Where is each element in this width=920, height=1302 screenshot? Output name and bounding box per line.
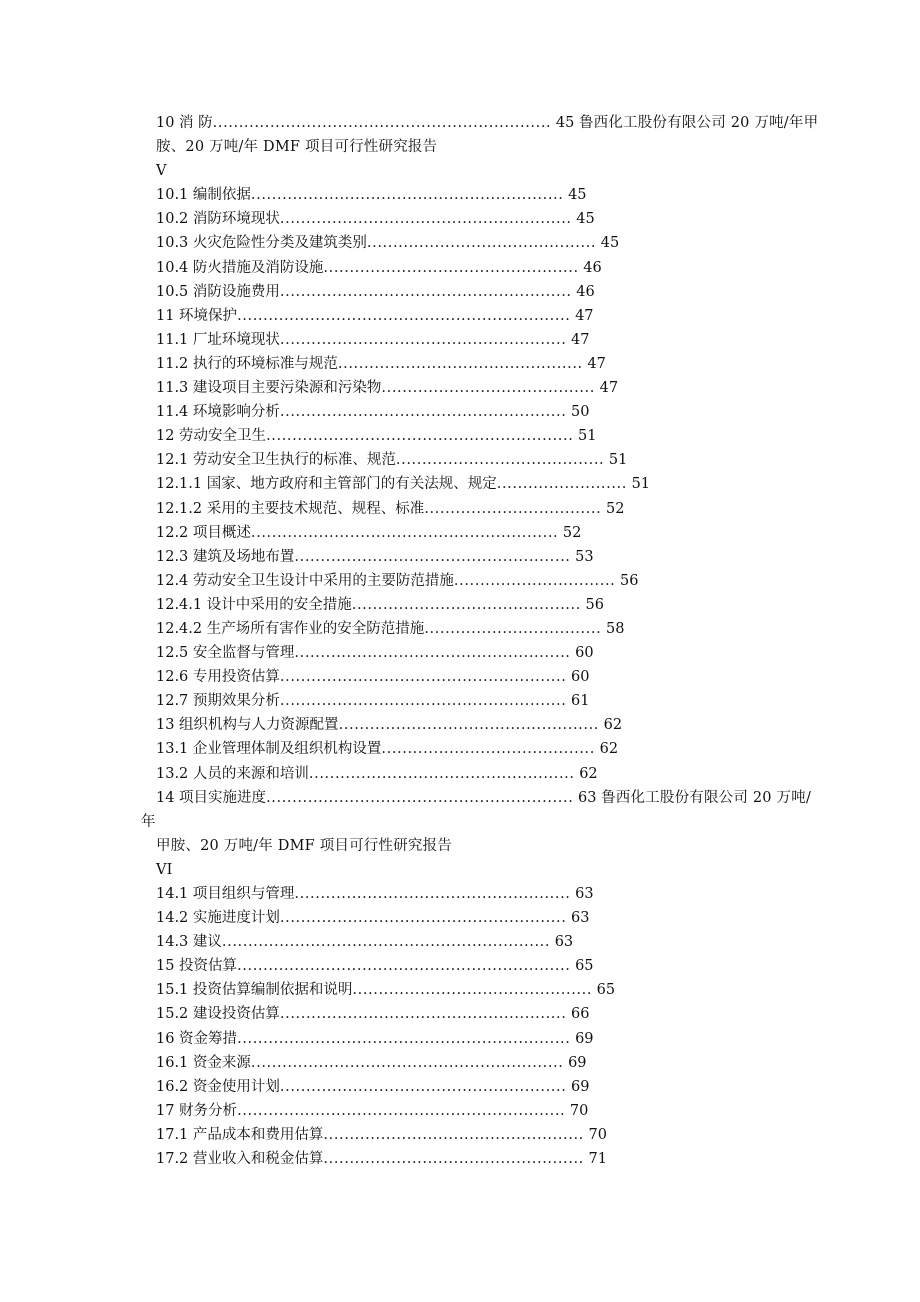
toc-entry[interactable] [0, 256, 920, 280]
toc-note-text: 年 [141, 813, 156, 830]
toc-page-number: 47 [587, 355, 606, 372]
toc-leader-dots: ........................................................... [250, 524, 559, 541]
toc-entry[interactable] [0, 111, 920, 135]
toc-note-line [0, 135, 920, 159]
toc-entry[interactable] [0, 1147, 920, 1171]
toc-entry-label: 12.4.2 生产场所有害作业的安全防范措施 [156, 620, 425, 637]
table-of-contents [0, 111, 920, 1171]
toc-running-header-text: 鲁西化工股份有限公司 20 万吨/ [601, 789, 812, 806]
toc-leader-dots: ....................................................... [279, 1078, 567, 1095]
toc-leader-dots: ....................................................... [279, 910, 567, 927]
toc-note-line [0, 834, 920, 858]
toc-entry[interactable] [0, 906, 920, 930]
toc-entry[interactable] [0, 1027, 920, 1051]
toc-leader-dots: ................................................................ [237, 1030, 571, 1047]
toc-entry-label: 10 消 防 [156, 115, 213, 131]
toc-entry[interactable] [0, 207, 920, 231]
toc-page-number: 47 [571, 331, 590, 348]
toc-entry[interactable] [0, 665, 920, 689]
toc-entry-label: 15.2 建设投资估算 [156, 1006, 280, 1023]
toc-note-text: VI [156, 861, 173, 878]
toc-entry-label: 10.1 编制依据 [156, 187, 251, 204]
toc-page-number: 45 [600, 235, 620, 252]
toc-entry[interactable] [0, 617, 920, 641]
toc-entry[interactable] [0, 448, 920, 472]
toc-entry-label: 11 环境保护 [156, 307, 238, 324]
toc-leader-dots: ................................................................ [237, 958, 571, 975]
toc-entry-label: 11.2 执行的环境标准与规范 [156, 355, 338, 372]
toc-entry-label: 10.2 消防环境现状 [156, 211, 280, 228]
toc-page-number: 50 [571, 404, 590, 421]
toc-entry-label: 12.1.1 国家、地方政府和主管部门的有关法规、规定 [156, 476, 497, 493]
toc-entry-label: 15 投资估算 [156, 958, 238, 975]
toc-leader-dots: ............................... [453, 572, 616, 589]
toc-entry-label: 12.4 劳动安全卫生设计中采用的主要防范措施 [156, 572, 454, 589]
toc-leader-dots: ....................................................... [279, 693, 567, 710]
toc-leader-dots: ............................................... [337, 355, 583, 372]
toc-entry-label: 12.4.1 设计中采用的安全措施 [156, 596, 352, 613]
toc-leader-dots: ....................................................... [279, 1006, 567, 1023]
toc-entry[interactable] [0, 689, 920, 713]
toc-entry[interactable] [0, 352, 920, 376]
toc-page-number: 70 [569, 1102, 589, 1119]
toc-leader-dots: .............................................. [352, 982, 593, 999]
toc-note-line [0, 810, 920, 834]
toc-entry-label: 17.2 营业收入和税金估算 [156, 1151, 324, 1168]
toc-entry-label: 11.1 厂址环境现状 [156, 331, 280, 348]
toc-entry[interactable] [0, 1002, 920, 1026]
toc-entry[interactable] [0, 231, 920, 255]
toc-leader-dots: ........................................................... [266, 428, 574, 445]
toc-page-number: 62 [579, 765, 598, 782]
toc-page-number: 45 [576, 211, 595, 228]
toc-entry-label: 14.1 项目组织与管理 [156, 886, 295, 902]
toc-entry[interactable] [0, 593, 920, 617]
toc-leader-dots: ....................................................... [279, 331, 567, 348]
toc-leader-dots: ............................................................... [237, 1102, 566, 1119]
toc-page-number: 63 [575, 886, 594, 902]
toc-leader-dots: ................................................... [308, 765, 575, 782]
toc-entry-label: 12.1 劳动安全卫生执行的标准、规范 [156, 452, 396, 469]
toc-page-number: 63 [571, 910, 590, 927]
toc-entry-label: 13 组织机构与人力资源配置 [156, 717, 339, 734]
toc-leader-dots: ............................................................ [250, 187, 564, 204]
toc-entry[interactable] [0, 328, 920, 352]
toc-page-number: 65 [575, 958, 594, 975]
toc-leader-dots: .................................. [424, 620, 602, 637]
toc-page-number: 61 [571, 693, 590, 710]
toc-running-header-text: 鲁西化工股份有限公司 20 万吨/年甲 [578, 115, 819, 131]
toc-entry[interactable] [0, 545, 920, 569]
toc-page-number: 47 [599, 380, 619, 397]
toc-leader-dots: ............................................................... [221, 934, 551, 951]
toc-entry[interactable] [0, 424, 920, 448]
toc-leader-dots: ....................................................... [279, 404, 567, 421]
toc-page-number: 65 [596, 982, 616, 999]
toc-page-number: 53 [575, 548, 594, 565]
toc-entry-label: 13.2 人员的来源和培训 [156, 765, 309, 782]
toc-note-text: V [156, 163, 167, 180]
toc-note-line [0, 159, 920, 183]
toc-entry-label: 16.2 资金使用计划 [156, 1078, 280, 1095]
toc-entry-label: 14 项目实施进度 [156, 789, 267, 806]
toc-page-number: 60 [575, 645, 594, 662]
toc-leader-dots: ..................................................... [294, 645, 571, 662]
toc-entry[interactable] [0, 400, 920, 424]
toc-page-number: 51 [608, 452, 628, 469]
toc-leader-dots: ....................................................... [279, 669, 567, 686]
toc-leader-dots: ................................................................ [237, 307, 571, 324]
toc-note-text: 胺、20 万吨/年 DMF 项目可行性研究报告 [156, 139, 438, 156]
toc-entry-label: 14.3 建议 [156, 934, 222, 951]
toc-page-number: 56 [620, 572, 639, 589]
toc-entry[interactable] [0, 641, 920, 665]
toc-entry[interactable] [0, 1123, 920, 1147]
toc-entry[interactable] [0, 521, 920, 545]
toc-entry[interactable] [0, 1099, 920, 1123]
toc-leader-dots: .................................................. [338, 717, 600, 734]
toc-leader-dots: ........................................ [395, 452, 605, 469]
toc-page-number: 69 [571, 1078, 590, 1095]
toc-leader-dots: ............................................ [366, 235, 597, 252]
toc-entry[interactable] [0, 762, 920, 786]
toc-entry-label: 16 资金筹措 [156, 1030, 238, 1047]
toc-leader-dots: ................................................. [323, 259, 579, 276]
toc-page-number: 69 [575, 1030, 594, 1047]
toc-leader-dots: ........................................................ [279, 283, 572, 300]
toc-leader-dots: ......................... [496, 476, 627, 493]
toc-entry[interactable] [0, 786, 920, 810]
toc-page-number: 62 [603, 717, 623, 734]
toc-page-number: 52 [605, 500, 625, 517]
toc-leader-dots: .................................................. [323, 1151, 584, 1168]
toc-leader-dots: ..................................................... [294, 548, 571, 565]
toc-entry-label: 12.3 建筑及场地布置 [156, 548, 295, 565]
toc-entry[interactable] [0, 930, 920, 954]
toc-leader-dots: .................................................. [323, 1126, 584, 1143]
toc-page-number: 47 [575, 307, 594, 324]
toc-page-number: 51 [578, 428, 597, 445]
toc-note-line [0, 858, 920, 882]
toc-entry[interactable] [0, 304, 920, 328]
toc-leader-dots: ........................................................... [266, 789, 574, 806]
toc-page-number: 71 [588, 1151, 607, 1168]
toc-entry[interactable] [0, 1051, 920, 1075]
toc-entry-label: 12.2 项目概述 [156, 524, 251, 541]
toc-leader-dots: ........................................................ [279, 211, 572, 228]
toc-leader-dots: ......................................... [381, 380, 595, 397]
toc-entry-label: 14.2 实施进度计划 [156, 910, 280, 927]
toc-entry[interactable] [0, 713, 920, 737]
toc-leader-dots: ................................................................. [212, 115, 552, 131]
toc-note-text: 甲胺、20 万吨/年 DMF 项目可行性研究报告 [156, 837, 452, 854]
toc-page-number: 56 [585, 596, 604, 613]
toc-page-number: 66 [571, 1006, 590, 1023]
toc-page-number: 51 [631, 476, 651, 493]
toc-entry-label: 16.1 资金来源 [156, 1054, 251, 1071]
toc-entry[interactable] [0, 1075, 920, 1099]
toc-entry-label: 15.1 投资估算编制依据和说明 [156, 982, 353, 999]
toc-entry[interactable] [0, 882, 920, 906]
toc-page-number: 52 [562, 524, 582, 541]
toc-leader-dots: ..................................................... [294, 886, 571, 902]
toc-entry[interactable] [0, 183, 920, 207]
toc-page-number: 46 [576, 283, 595, 300]
toc-entry-label: 12.6 专用投资估算 [156, 669, 280, 686]
toc-page-number: 62 [599, 741, 619, 758]
toc-leader-dots: ............................................ [351, 596, 581, 613]
toc-entry[interactable] [0, 497, 920, 521]
toc-entry[interactable] [0, 737, 920, 761]
toc-entry-label: 17 财务分析 [156, 1102, 238, 1119]
toc-entry-label: 12.5 安全监督与管理 [156, 645, 295, 662]
toc-entry-label: 12.7 预期效果分析 [156, 693, 280, 710]
toc-page-number: 60 [571, 669, 590, 686]
toc-page-number: 45 [568, 187, 587, 204]
toc-page-number: 46 [583, 259, 602, 276]
toc-page-number: 63 [554, 934, 574, 951]
toc-entry-label: 12.1.2 采用的主要技术规范、规程、标准 [156, 500, 425, 517]
toc-leader-dots: .................................. [424, 500, 602, 517]
toc-page-number: 45 [555, 115, 575, 131]
toc-entry[interactable] [0, 376, 920, 400]
toc-entry-label: 10.4 防火措施及消防设施 [156, 259, 324, 276]
toc-entry-label: 10.5 消防设施费用 [156, 283, 280, 300]
toc-leader-dots: ............................................................ [250, 1054, 564, 1071]
toc-entry-label: 11.4 环境影响分析 [156, 404, 280, 421]
toc-entry[interactable] [0, 280, 920, 304]
toc-entry-label: 13.1 企业管理体制及组织机构设置 [156, 741, 382, 758]
toc-entry-label: 11.3 建设项目主要污染源和污染物 [156, 380, 382, 397]
toc-entry[interactable] [0, 569, 920, 593]
toc-entry-label: 10.3 火灾危险性分类及建筑类别 [156, 235, 367, 252]
toc-entry[interactable] [0, 954, 920, 978]
toc-page-number: 70 [588, 1126, 607, 1143]
toc-entry-label: 17.1 产品成本和费用估算 [156, 1126, 324, 1143]
toc-entry-label: 12 劳动安全卫生 [156, 428, 267, 445]
toc-page-number: 69 [568, 1054, 587, 1071]
toc-entry[interactable] [0, 472, 920, 496]
toc-entry[interactable] [0, 978, 920, 1002]
toc-leader-dots: ......................................... [381, 741, 595, 758]
toc-page-number: 58 [605, 620, 625, 637]
toc-page-number: 63 [578, 789, 597, 806]
